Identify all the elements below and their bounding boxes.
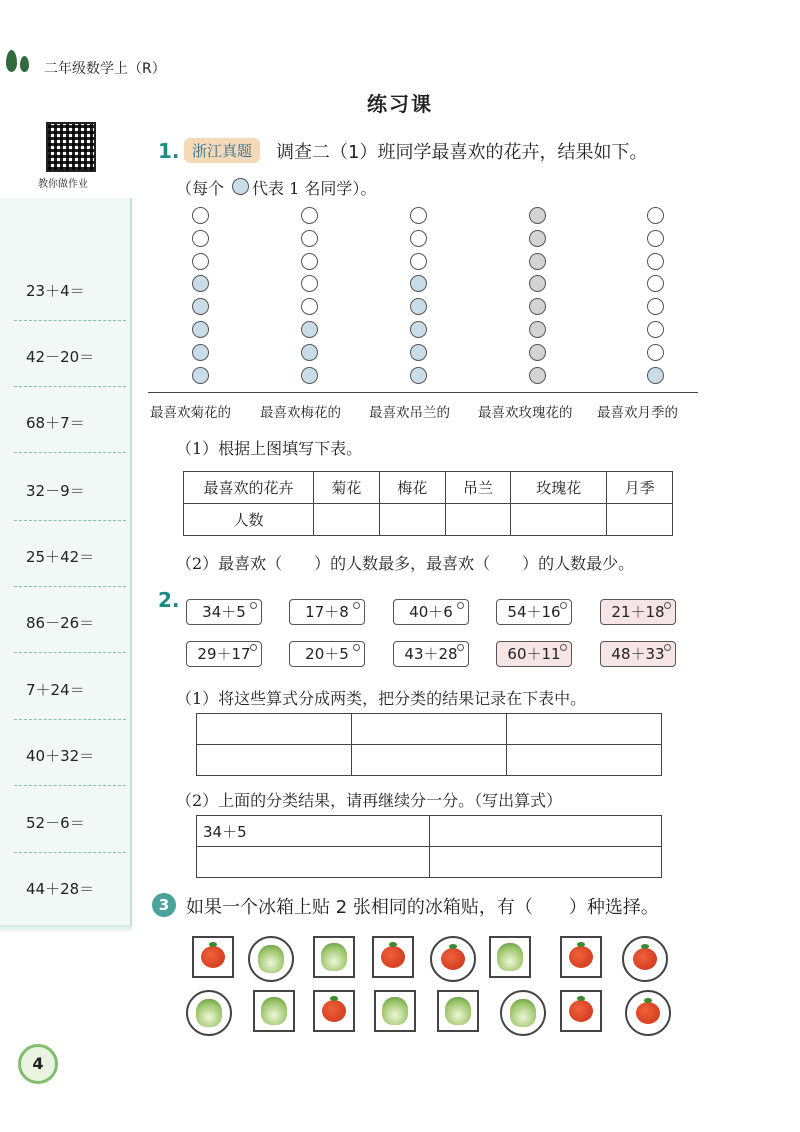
expression-text: 48＋33 (611, 645, 665, 663)
oral-calc-item: 52－6＝ (26, 814, 85, 832)
answer-cell[interactable] (197, 847, 430, 878)
expression-tag[interactable] (393, 641, 469, 667)
expression-text: 40＋6 (409, 603, 453, 621)
tally-circle-icon (647, 275, 664, 292)
tally-circle-icon (192, 344, 209, 361)
answer-cell[interactable] (430, 816, 662, 847)
tag-hole-icon (250, 644, 257, 651)
expression-text: 43＋28 (404, 645, 458, 663)
source-badge: 浙江真题 (184, 138, 260, 163)
divider (14, 719, 126, 720)
problem-number: 1. (158, 139, 180, 163)
tally-circle-icon (410, 207, 427, 224)
tomato-icon (569, 946, 593, 968)
sub-question-2: （2）最喜欢（ ）的人数最多，最喜欢（ ）的人数最少。 (176, 554, 635, 573)
table-header-cell: 月季 (607, 472, 673, 504)
table-header-cell: 梅花 (379, 472, 445, 504)
tally-circle-icon (192, 275, 209, 292)
flower-label: 最喜欢梅花的 (260, 405, 341, 421)
expression-tag[interactable] (289, 641, 365, 667)
tally-circle-icon (410, 344, 427, 361)
answer-cell[interactable] (430, 847, 662, 878)
expression-tag[interactable] (393, 599, 469, 625)
oral-calc-item: 42－20＝ (26, 348, 95, 366)
tag-hole-icon (560, 602, 567, 609)
expression-text: 29＋17 (197, 645, 251, 663)
problem-number: 2. (158, 588, 180, 612)
tally-circle-icon (410, 298, 427, 315)
expression-text: 21＋18 (611, 603, 665, 621)
fridge-magnet (437, 990, 479, 1032)
divider (14, 586, 126, 587)
tally-circle-icon (410, 230, 427, 247)
tomato-icon (201, 946, 225, 968)
oral-calc-item: 7＋24＝ (26, 681, 85, 699)
divider (14, 652, 126, 653)
tally-circle-icon (647, 253, 664, 270)
tally-circle-icon (301, 367, 318, 384)
divider (14, 520, 126, 521)
answer-cell[interactable] (511, 504, 607, 536)
tally-circle-icon (647, 344, 664, 361)
tag-hole-icon (457, 602, 464, 609)
expression-text: 54＋16 (507, 603, 561, 621)
oral-calc-item: 32－9＝ (26, 482, 85, 500)
fridge-magnet (560, 990, 602, 1032)
cabbage-icon (258, 945, 284, 973)
baseline (148, 392, 698, 393)
tag-hole-icon (664, 644, 671, 651)
tag-hole-icon (664, 602, 671, 609)
page-title: 练习课 (367, 92, 433, 116)
answer-cell[interactable] (314, 504, 380, 536)
tomato-icon (633, 948, 657, 970)
tally-circle-icon (647, 298, 664, 315)
fridge-magnet (430, 936, 476, 982)
tally-circle-icon (301, 275, 318, 292)
answer-cell[interactable] (445, 504, 511, 536)
tally-circle-icon (301, 298, 318, 315)
oral-calc-item: 23＋4＝ (26, 282, 85, 300)
answer-cell[interactable] (507, 745, 662, 776)
answer-cell[interactable] (352, 745, 507, 776)
tally-circle-icon (301, 207, 318, 224)
tomato-icon (381, 946, 405, 968)
tally-circle-icon (529, 367, 546, 384)
cabbage-icon (510, 999, 536, 1027)
tally-circle-icon (529, 207, 546, 224)
table-header-cell: 吊兰 (445, 472, 511, 504)
leaf-icon (6, 50, 17, 72)
tally-circle-icon (192, 207, 209, 224)
divider (14, 785, 126, 786)
qr-code[interactable] (46, 122, 96, 172)
fridge-magnet (313, 936, 355, 978)
tally-circle-icon (301, 230, 318, 247)
row-label: 人数 (184, 504, 314, 536)
cabbage-icon (382, 997, 408, 1025)
problem-number: 3 (152, 893, 176, 917)
tally-circle-icon (647, 230, 664, 247)
tally-circle-icon (410, 275, 427, 292)
expression-tag[interactable] (496, 599, 572, 625)
expression-text: 17＋8 (305, 603, 349, 621)
cabbage-icon (497, 943, 523, 971)
flower-label: 最喜欢玫瑰花的 (478, 405, 573, 421)
answer-cell[interactable] (379, 504, 445, 536)
tally-circle-icon (301, 321, 318, 338)
problem-text: 如果一个冰箱上贴 2 张相同的冰箱贴，有（ ）种选择。 (186, 897, 659, 918)
tally-circle-icon (529, 253, 546, 270)
fridge-magnet (186, 990, 232, 1036)
tomato-icon (636, 1002, 660, 1024)
table-header-cell: 最喜欢的花卉 (184, 472, 314, 504)
legend-note-after: 代表 1 名同学）。 (252, 179, 377, 198)
cabbage-icon (196, 999, 222, 1027)
tag-hole-icon (353, 644, 360, 651)
book-title: 二年级数学上（R） (44, 61, 166, 77)
table-header-cell: 菊花 (314, 472, 380, 504)
qr-label: 教你做作业 (38, 179, 88, 190)
tally-circle-icon (529, 230, 546, 247)
fridge-magnet (489, 936, 531, 978)
oral-calc-item: 86－26＝ (26, 614, 95, 632)
page-number: 4 (18, 1044, 58, 1084)
sub-question-1: （1）将这些算式分成两类，把分类的结果记录在下表中。 (176, 689, 587, 708)
oral-calc-item: 25＋42＝ (26, 548, 95, 566)
cabbage-icon (321, 943, 347, 971)
divider (14, 320, 126, 321)
flower-label: 最喜欢吊兰的 (369, 405, 450, 421)
fridge-magnet (192, 936, 234, 978)
legend-circle-icon (232, 178, 249, 195)
expression-text: 60＋11 (507, 645, 561, 663)
tally-circle-icon (410, 253, 427, 270)
answer-cell[interactable] (352, 714, 507, 745)
tally-circle-icon (192, 321, 209, 338)
tally-circle-icon (410, 367, 427, 384)
tag-hole-icon (457, 644, 464, 651)
tally-circle-icon (192, 298, 209, 315)
oral-calc-item: 68＋7＝ (26, 414, 85, 432)
divider (14, 386, 126, 387)
expression-tag[interactable] (600, 599, 676, 625)
tally-circle-icon (647, 367, 664, 384)
fridge-magnet (625, 990, 671, 1036)
legend-note-before: （每个 (176, 179, 225, 198)
tag-hole-icon (353, 602, 360, 609)
tag-hole-icon (560, 644, 567, 651)
tally-circle-icon (529, 275, 546, 292)
tag-hole-icon (250, 602, 257, 609)
answer-cell[interactable] (197, 745, 352, 776)
expression-tag[interactable] (186, 641, 262, 667)
tally-circle-icon (301, 344, 318, 361)
fridge-magnet (253, 990, 295, 1032)
tally-circle-icon (301, 253, 318, 270)
fridge-magnet (313, 990, 355, 1032)
table-cell: 34＋5 (197, 816, 430, 847)
tomato-icon (569, 1000, 593, 1022)
tally-circle-icon (647, 321, 664, 338)
fridge-magnet (622, 936, 668, 982)
tomato-icon (322, 1000, 346, 1022)
expression-tag[interactable] (186, 599, 262, 625)
classify-table (196, 713, 662, 776)
divider (14, 452, 126, 453)
cabbage-icon (445, 997, 471, 1025)
tally-circle-icon (529, 298, 546, 315)
expression-text: 20＋5 (305, 645, 349, 663)
reclassify-table (196, 815, 662, 878)
cabbage-icon (261, 997, 287, 1025)
flower-table (183, 471, 673, 536)
flower-label: 最喜欢菊花的 (150, 405, 231, 421)
oral-calc-item: 40＋32＝ (26, 747, 95, 765)
fridge-magnet (374, 990, 416, 1032)
flower-label: 最喜欢月季的 (597, 405, 678, 421)
tally-circle-icon (529, 321, 546, 338)
fridge-magnet (372, 936, 414, 978)
divider (14, 852, 126, 853)
tally-circle-icon (192, 253, 209, 270)
sub-question-1: （1）根据上图填写下表。 (176, 439, 363, 458)
answer-cell[interactable] (197, 714, 352, 745)
leaf-icon (20, 56, 29, 72)
fridge-magnet (248, 936, 294, 982)
fridge-magnet (500, 990, 546, 1036)
problem-text: 调查二（1）班同学最喜欢的花卉，结果如下。 (276, 142, 648, 163)
tomato-icon (441, 948, 465, 970)
fridge-magnet (560, 936, 602, 978)
tally-circle-icon (192, 230, 209, 247)
tally-circle-icon (647, 207, 664, 224)
expression-text: 34＋5 (202, 603, 246, 621)
expression-tag[interactable] (496, 641, 572, 667)
oral-calc-item: 44＋28＝ (26, 880, 95, 898)
strip-shadow (0, 925, 132, 933)
expression-tag[interactable] (289, 599, 365, 625)
sub-question-2: （2）上面的分类结果，请再继续分一分。（写出算式） (176, 791, 563, 810)
tally-circle-icon (192, 367, 209, 384)
answer-cell[interactable] (507, 714, 662, 745)
answer-cell[interactable] (607, 504, 673, 536)
table-header-cell: 玫瑰花 (511, 472, 607, 504)
tally-circle-icon (410, 321, 427, 338)
expression-tag[interactable] (600, 641, 676, 667)
tally-circle-icon (529, 344, 546, 361)
